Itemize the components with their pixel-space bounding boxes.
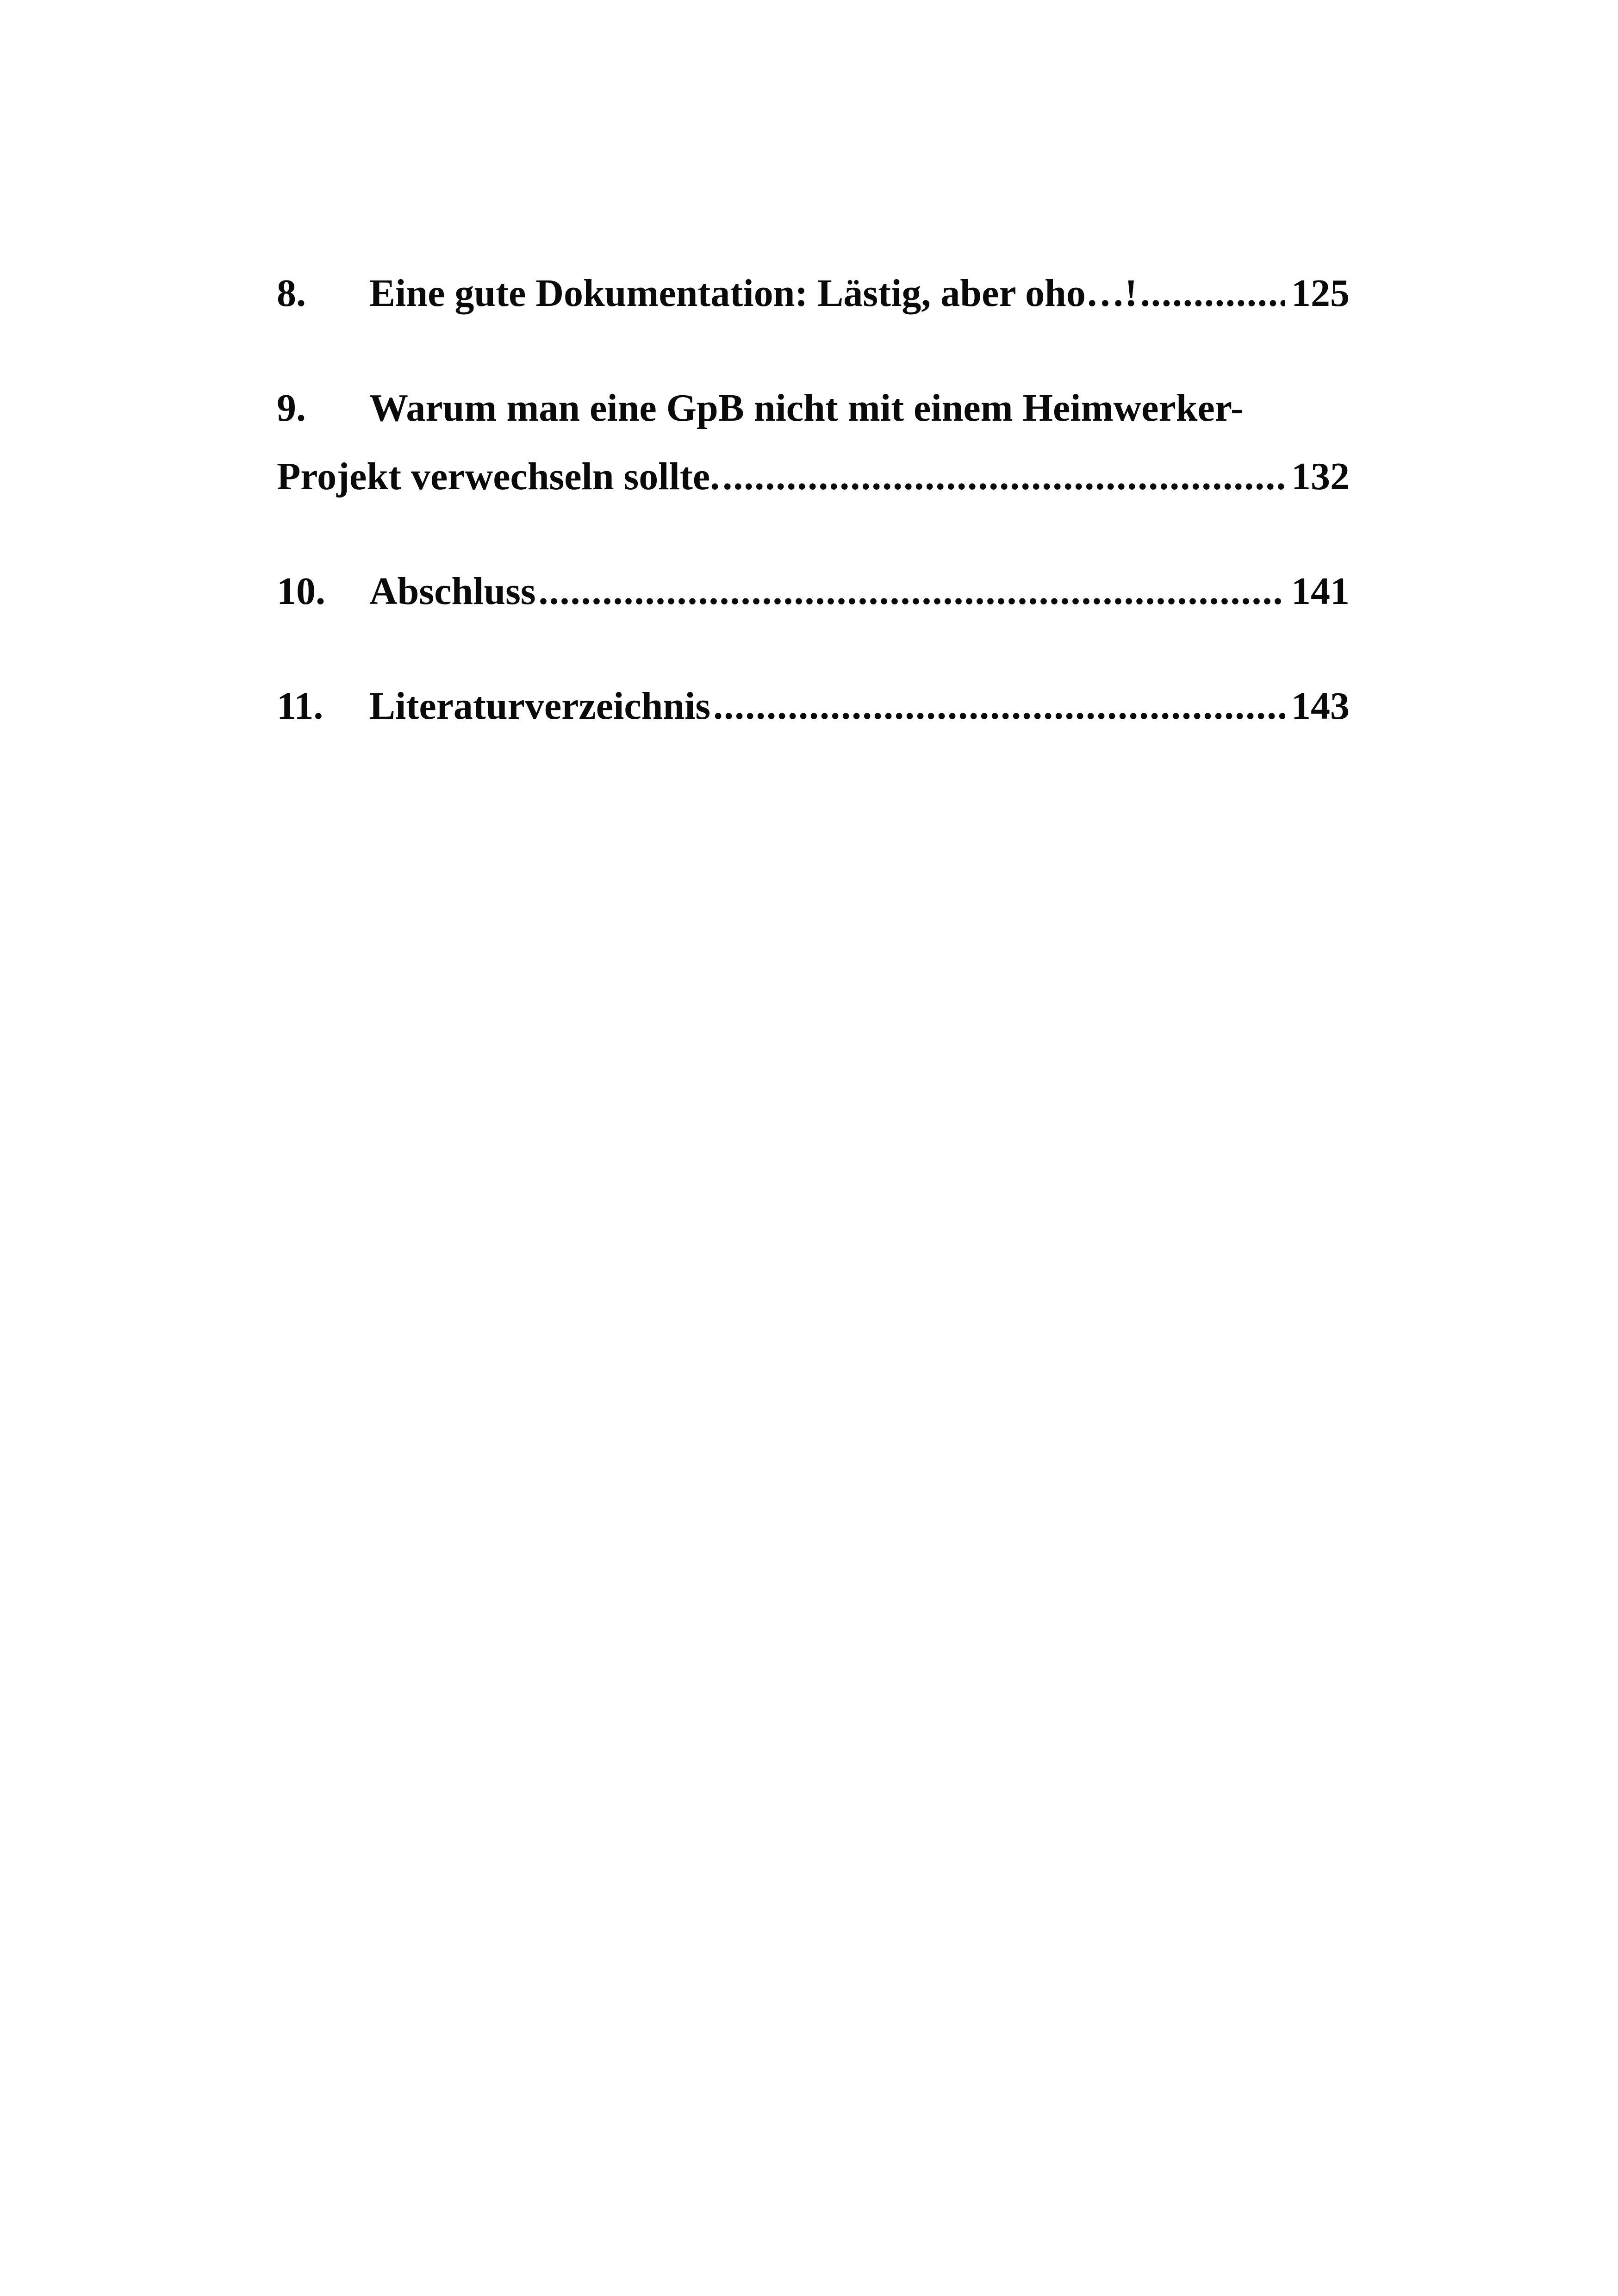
toc-entry-title[interactable]: Literaturverzeichnis bbox=[369, 684, 711, 728]
dot-leader bbox=[1140, 259, 1285, 328]
toc-entry-number: 9. bbox=[277, 386, 306, 429]
table-of-contents bbox=[277, 259, 1350, 740]
toc-entry-9[interactable] bbox=[277, 374, 1350, 511]
toc-entry-number: 10. bbox=[277, 570, 325, 613]
toc-entry-title[interactable]: Warum man eine GpB nicht mit einem Heimwerker- bbox=[369, 386, 1244, 429]
toc-entry-page-number: 143 bbox=[1291, 684, 1350, 728]
toc-entry-page-number: 132 bbox=[1291, 455, 1350, 498]
toc-entry-number: 11. bbox=[277, 684, 324, 728]
toc-entry-line bbox=[277, 374, 1350, 442]
toc-entry-11[interactable] bbox=[277, 672, 1350, 740]
toc-entry-10[interactable] bbox=[277, 557, 1350, 626]
toc-entry-title-continued[interactable]: Projekt verwechseln sollte. bbox=[277, 455, 720, 498]
toc-entry-number: 8. bbox=[277, 272, 306, 315]
dot-leader bbox=[539, 557, 1285, 626]
dot-leader bbox=[722, 442, 1285, 511]
toc-entry-title[interactable]: Abschluss bbox=[369, 570, 536, 613]
toc-entry-line bbox=[277, 672, 1350, 740]
toc-entry-page-number: 141 bbox=[1291, 570, 1350, 613]
toc-entry-line-continued bbox=[277, 442, 1350, 511]
dot-leader bbox=[713, 672, 1285, 740]
toc-entry-8[interactable] bbox=[277, 259, 1350, 328]
toc-entry-line bbox=[277, 557, 1350, 626]
toc-entry-line bbox=[277, 259, 1350, 328]
toc-entry-page-number: 125 bbox=[1291, 272, 1350, 315]
toc-entry-title[interactable]: Eine gute Dokumentation: Lästig, aber oho…! bbox=[369, 272, 1138, 315]
